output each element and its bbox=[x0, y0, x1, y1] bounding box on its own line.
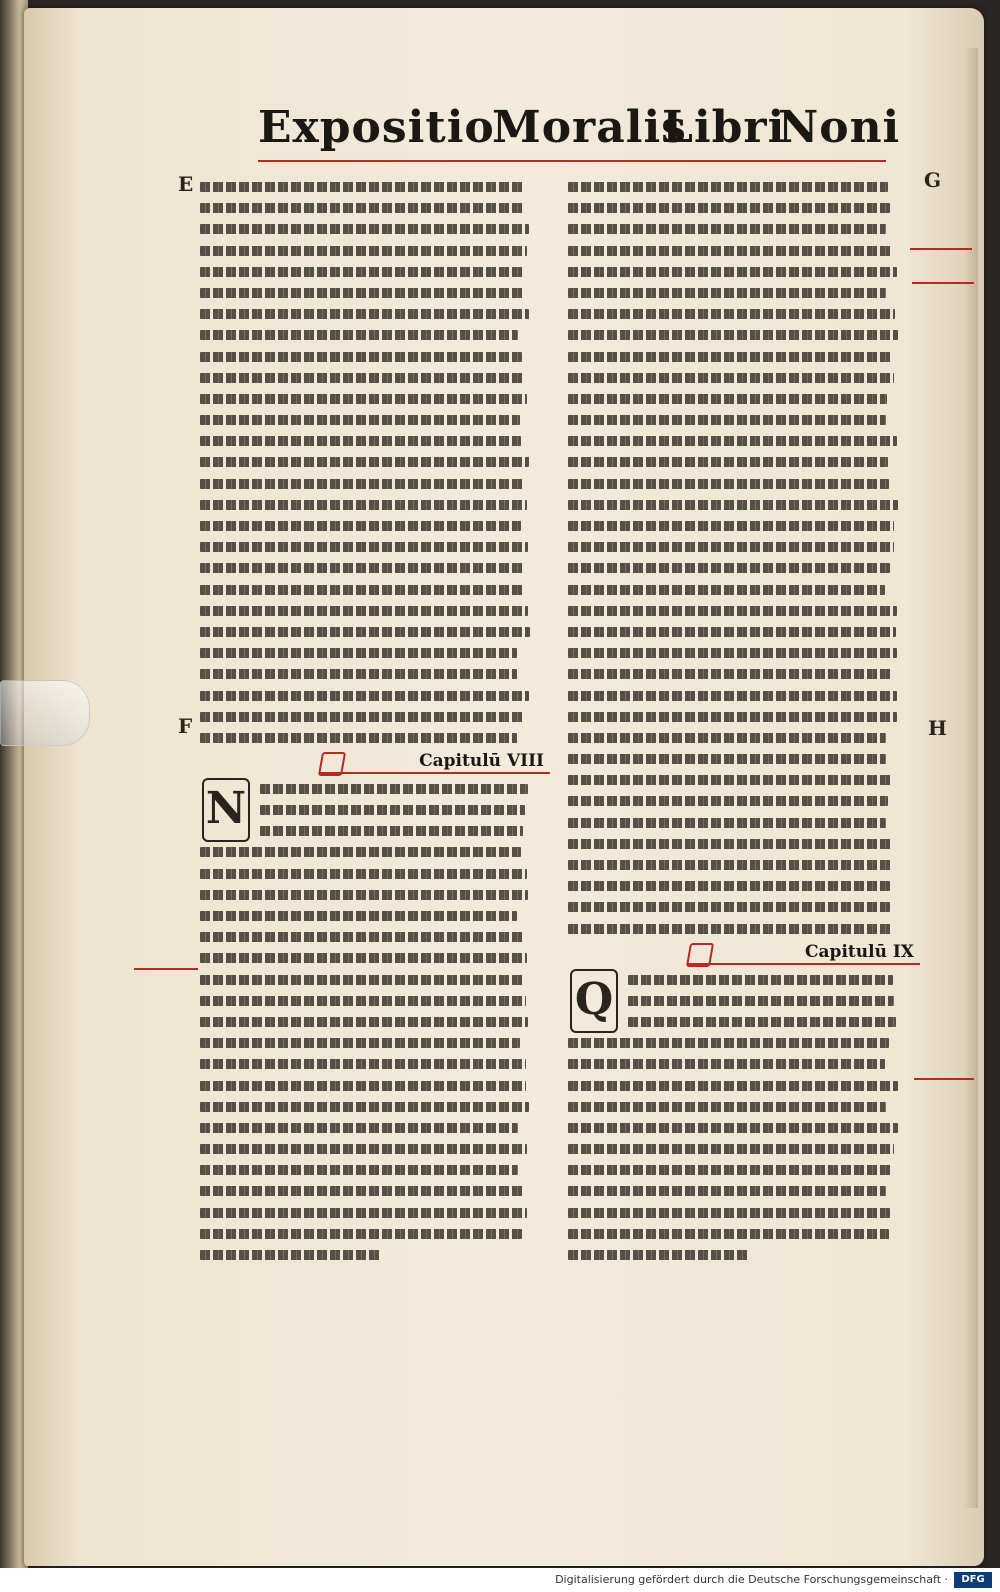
text-line-ink bbox=[568, 542, 894, 552]
text-line bbox=[568, 642, 920, 662]
text-line-ink bbox=[568, 775, 893, 785]
text-line-ink bbox=[568, 669, 892, 679]
text-line-ink bbox=[568, 457, 888, 467]
text-line bbox=[568, 621, 920, 641]
text-line bbox=[200, 621, 550, 641]
text-line-ink bbox=[568, 585, 885, 595]
text-line bbox=[568, 875, 920, 895]
text-line bbox=[200, 346, 550, 366]
text-line bbox=[200, 642, 550, 662]
text-line bbox=[568, 1117, 920, 1137]
text-line-ink bbox=[200, 394, 527, 404]
text-line bbox=[200, 969, 550, 989]
text-line-ink bbox=[200, 627, 530, 637]
text-line bbox=[568, 536, 920, 556]
text-line bbox=[568, 1138, 920, 1158]
text-line bbox=[568, 261, 920, 281]
text-line bbox=[568, 812, 920, 832]
text-line bbox=[200, 1075, 550, 1095]
text-line bbox=[568, 918, 920, 938]
footer-credit: Digitalisierung gefördert durch die Deutsche Forschungsgemeinschaft · bbox=[555, 1573, 948, 1586]
text-line bbox=[568, 367, 920, 387]
text-line bbox=[200, 947, 550, 967]
text-line bbox=[200, 663, 550, 683]
text-line-ink bbox=[200, 415, 520, 425]
text-line-ink bbox=[568, 796, 888, 806]
rubric-underline bbox=[320, 772, 550, 774]
text-line bbox=[200, 1032, 550, 1052]
text-line-ink bbox=[200, 1186, 524, 1196]
running-head-word: Moralis bbox=[492, 102, 687, 153]
text-line-ink bbox=[568, 203, 890, 213]
text-line bbox=[200, 197, 550, 217]
text-line bbox=[200, 240, 550, 260]
text-line-ink bbox=[568, 924, 891, 934]
decorated-initial: Q bbox=[570, 969, 618, 1033]
text-line bbox=[200, 706, 550, 726]
text-line bbox=[200, 1223, 550, 1243]
text-line-ink bbox=[200, 1102, 529, 1112]
text-line-ink bbox=[200, 890, 528, 900]
text-line bbox=[568, 1223, 920, 1243]
chapter-heading bbox=[200, 749, 550, 775]
text-line-ink bbox=[200, 585, 524, 595]
text-line bbox=[568, 1032, 920, 1052]
text-line-ink bbox=[200, 1250, 380, 1260]
text-line bbox=[200, 685, 550, 705]
text-line-ink bbox=[568, 860, 891, 870]
text-line-ink bbox=[568, 818, 886, 828]
text-line bbox=[568, 1075, 920, 1095]
text-line bbox=[200, 1096, 550, 1116]
text-line-ink bbox=[200, 1017, 528, 1027]
text-line-ink bbox=[260, 784, 528, 794]
text-line-ink bbox=[200, 869, 527, 879]
text-line-ink bbox=[200, 373, 525, 383]
text-line-ink bbox=[568, 881, 890, 891]
text-line bbox=[568, 303, 920, 323]
text-line bbox=[200, 324, 550, 344]
text-line bbox=[200, 303, 550, 323]
text-line bbox=[568, 388, 920, 408]
chapter-heading-label: Capitulū IX bbox=[805, 941, 914, 962]
text-line-ink bbox=[628, 1017, 896, 1027]
text-line-ink bbox=[260, 826, 523, 836]
text-line-ink bbox=[200, 267, 524, 277]
text-line bbox=[200, 1011, 550, 1031]
text-line-ink bbox=[568, 182, 888, 192]
text-line-ink bbox=[568, 521, 894, 531]
running-head bbox=[250, 98, 901, 164]
text-column-right bbox=[568, 176, 920, 1265]
text-line bbox=[200, 926, 550, 946]
text-line-ink bbox=[200, 1144, 527, 1154]
text-line bbox=[568, 1180, 920, 1200]
text-line bbox=[200, 261, 550, 281]
text-line-ink bbox=[568, 627, 896, 637]
text-line bbox=[200, 1117, 550, 1137]
page-edge-shadow bbox=[964, 48, 978, 1508]
running-head-word: Noni bbox=[778, 102, 901, 153]
text-line-ink bbox=[200, 691, 529, 701]
text-line-ink bbox=[568, 1250, 748, 1260]
text-line bbox=[568, 706, 920, 726]
rubric-underline bbox=[688, 963, 920, 965]
text-line bbox=[200, 778, 550, 834]
text-line bbox=[200, 388, 550, 408]
text-line bbox=[200, 451, 550, 471]
text-line-ink bbox=[200, 606, 528, 616]
text-line bbox=[568, 1244, 920, 1264]
text-line-ink bbox=[200, 847, 521, 857]
text-line bbox=[568, 990, 920, 1010]
text-line bbox=[200, 1180, 550, 1200]
running-head-word: Expositio bbox=[258, 102, 495, 153]
margin-signature-mark: E bbox=[178, 172, 194, 196]
text-column-left bbox=[200, 176, 550, 1265]
text-line-ink bbox=[200, 1038, 520, 1048]
text-line bbox=[568, 430, 920, 450]
text-line bbox=[568, 473, 920, 493]
margin-citation-rule bbox=[912, 282, 974, 284]
text-line-ink bbox=[628, 975, 893, 985]
text-line-ink bbox=[200, 521, 521, 531]
text-line bbox=[568, 1096, 920, 1116]
text-line bbox=[568, 324, 920, 344]
text-line bbox=[568, 240, 920, 260]
text-line-ink bbox=[568, 712, 897, 722]
text-line bbox=[200, 282, 550, 302]
text-line bbox=[568, 748, 920, 768]
text-line bbox=[568, 769, 920, 789]
text-line-ink bbox=[568, 754, 886, 764]
text-line bbox=[568, 854, 920, 874]
text-line-ink bbox=[568, 1165, 893, 1175]
chapter-heading bbox=[568, 940, 920, 966]
text-line-ink bbox=[200, 500, 527, 510]
text-line bbox=[568, 515, 920, 535]
text-line-ink bbox=[568, 1081, 898, 1091]
text-line bbox=[200, 1202, 550, 1222]
text-line-ink bbox=[568, 394, 887, 404]
margin-signature-mark: F bbox=[178, 714, 193, 738]
text-line-ink bbox=[568, 500, 898, 510]
text-line-ink bbox=[200, 1208, 527, 1218]
text-line-ink bbox=[568, 1229, 889, 1239]
text-line bbox=[200, 1138, 550, 1158]
text-line bbox=[568, 1202, 920, 1222]
text-line-ink bbox=[568, 1186, 886, 1196]
text-line-ink bbox=[568, 267, 897, 277]
text-line bbox=[568, 896, 920, 916]
text-line bbox=[568, 197, 920, 217]
text-line-ink bbox=[200, 246, 527, 256]
text-line-ink bbox=[568, 733, 886, 743]
text-line bbox=[568, 579, 920, 599]
text-line bbox=[568, 790, 920, 810]
chapter-heading-label: Capitulū VIII bbox=[419, 750, 544, 771]
text-line-ink bbox=[568, 415, 886, 425]
digitization-footer bbox=[0, 1568, 1000, 1592]
text-line-ink bbox=[200, 542, 528, 552]
text-line-ink bbox=[200, 224, 529, 234]
text-line bbox=[568, 409, 920, 429]
text-line-ink bbox=[568, 288, 886, 298]
text-line-ink bbox=[200, 288, 523, 298]
text-line bbox=[200, 579, 550, 599]
text-line-ink bbox=[568, 563, 890, 573]
text-line bbox=[200, 557, 550, 577]
text-line bbox=[568, 1011, 920, 1031]
text-line-ink bbox=[200, 330, 518, 340]
text-line bbox=[568, 663, 920, 683]
text-line-ink bbox=[200, 712, 524, 722]
text-line-ink bbox=[200, 1229, 522, 1239]
text-line bbox=[200, 863, 550, 883]
text-line-ink bbox=[200, 975, 523, 985]
text-line bbox=[568, 685, 920, 705]
text-line-ink bbox=[200, 352, 522, 362]
text-line bbox=[200, 990, 550, 1010]
text-line-ink bbox=[568, 1038, 889, 1048]
text-line bbox=[568, 727, 920, 747]
text-line bbox=[200, 409, 550, 429]
text-line-ink bbox=[568, 648, 897, 658]
text-line bbox=[200, 841, 550, 861]
text-line bbox=[200, 367, 550, 387]
text-line-ink bbox=[200, 479, 524, 489]
text-line-ink bbox=[260, 805, 525, 815]
text-line-ink bbox=[200, 953, 527, 963]
text-line-ink bbox=[200, 203, 523, 213]
text-line-ink bbox=[200, 669, 517, 679]
text-line bbox=[200, 473, 550, 493]
text-line-ink bbox=[568, 606, 897, 616]
text-line bbox=[200, 176, 550, 196]
text-line bbox=[568, 218, 920, 238]
text-line-ink bbox=[568, 373, 894, 383]
text-line bbox=[200, 820, 550, 840]
text-line-ink bbox=[568, 436, 897, 446]
text-line-ink bbox=[568, 1208, 890, 1218]
text-line-ink bbox=[200, 436, 521, 446]
text-line bbox=[200, 727, 550, 747]
text-line-ink bbox=[568, 1144, 894, 1154]
text-line bbox=[568, 1053, 920, 1073]
text-line bbox=[200, 515, 550, 535]
text-line bbox=[200, 1053, 550, 1073]
text-line bbox=[200, 1244, 550, 1264]
text-line bbox=[568, 176, 920, 196]
text-line-ink bbox=[568, 330, 898, 340]
text-line bbox=[200, 536, 550, 556]
text-line-ink bbox=[568, 246, 891, 256]
text-line bbox=[568, 557, 920, 577]
text-line bbox=[200, 884, 550, 904]
text-line bbox=[200, 494, 550, 514]
text-line-ink bbox=[200, 1123, 518, 1133]
text-line bbox=[200, 1159, 550, 1179]
text-line-ink bbox=[568, 224, 886, 234]
text-line bbox=[568, 494, 920, 514]
text-line-ink bbox=[200, 932, 524, 942]
decorated-initial: N bbox=[202, 778, 250, 842]
text-line-ink bbox=[200, 1165, 518, 1175]
text-line bbox=[568, 833, 920, 853]
text-line bbox=[568, 346, 920, 366]
text-line-ink bbox=[200, 996, 526, 1006]
text-line-ink bbox=[628, 996, 894, 1006]
text-line bbox=[200, 600, 550, 620]
text-line-ink bbox=[200, 563, 523, 573]
text-line-ink bbox=[568, 352, 893, 362]
text-line-ink bbox=[200, 457, 529, 467]
dfg-logo: DFG bbox=[954, 1572, 992, 1588]
text-line-ink bbox=[200, 182, 524, 192]
text-line bbox=[568, 600, 920, 620]
plastic-bookmark bbox=[0, 680, 90, 746]
text-line bbox=[200, 430, 550, 450]
text-line bbox=[200, 905, 550, 925]
text-line bbox=[200, 799, 550, 819]
text-line-ink bbox=[200, 309, 529, 319]
text-line-ink bbox=[568, 479, 889, 489]
margin-signature-mark: H bbox=[928, 716, 947, 740]
text-line-ink bbox=[568, 691, 897, 701]
text-line-ink bbox=[200, 911, 517, 921]
text-line bbox=[568, 969, 920, 1025]
running-head-word: Libri bbox=[662, 102, 786, 153]
text-line-ink bbox=[200, 648, 517, 658]
text-line-ink bbox=[200, 733, 517, 743]
running-head-rule bbox=[258, 160, 886, 162]
text-line-ink bbox=[200, 1081, 526, 1091]
text-line bbox=[200, 218, 550, 238]
text-line-ink bbox=[568, 1123, 898, 1133]
text-line-ink bbox=[568, 902, 890, 912]
text-line-ink bbox=[568, 1102, 886, 1112]
text-line bbox=[568, 451, 920, 471]
text-line bbox=[568, 1159, 920, 1179]
margin-citation-rule bbox=[914, 1078, 974, 1080]
margin-signature-mark: G bbox=[924, 168, 942, 192]
text-line bbox=[568, 282, 920, 302]
margin-citation-rule bbox=[134, 968, 198, 970]
text-line-ink bbox=[200, 1059, 526, 1069]
text-line-ink bbox=[568, 1059, 885, 1069]
text-line-ink bbox=[568, 839, 893, 849]
text-line-ink bbox=[568, 309, 895, 319]
